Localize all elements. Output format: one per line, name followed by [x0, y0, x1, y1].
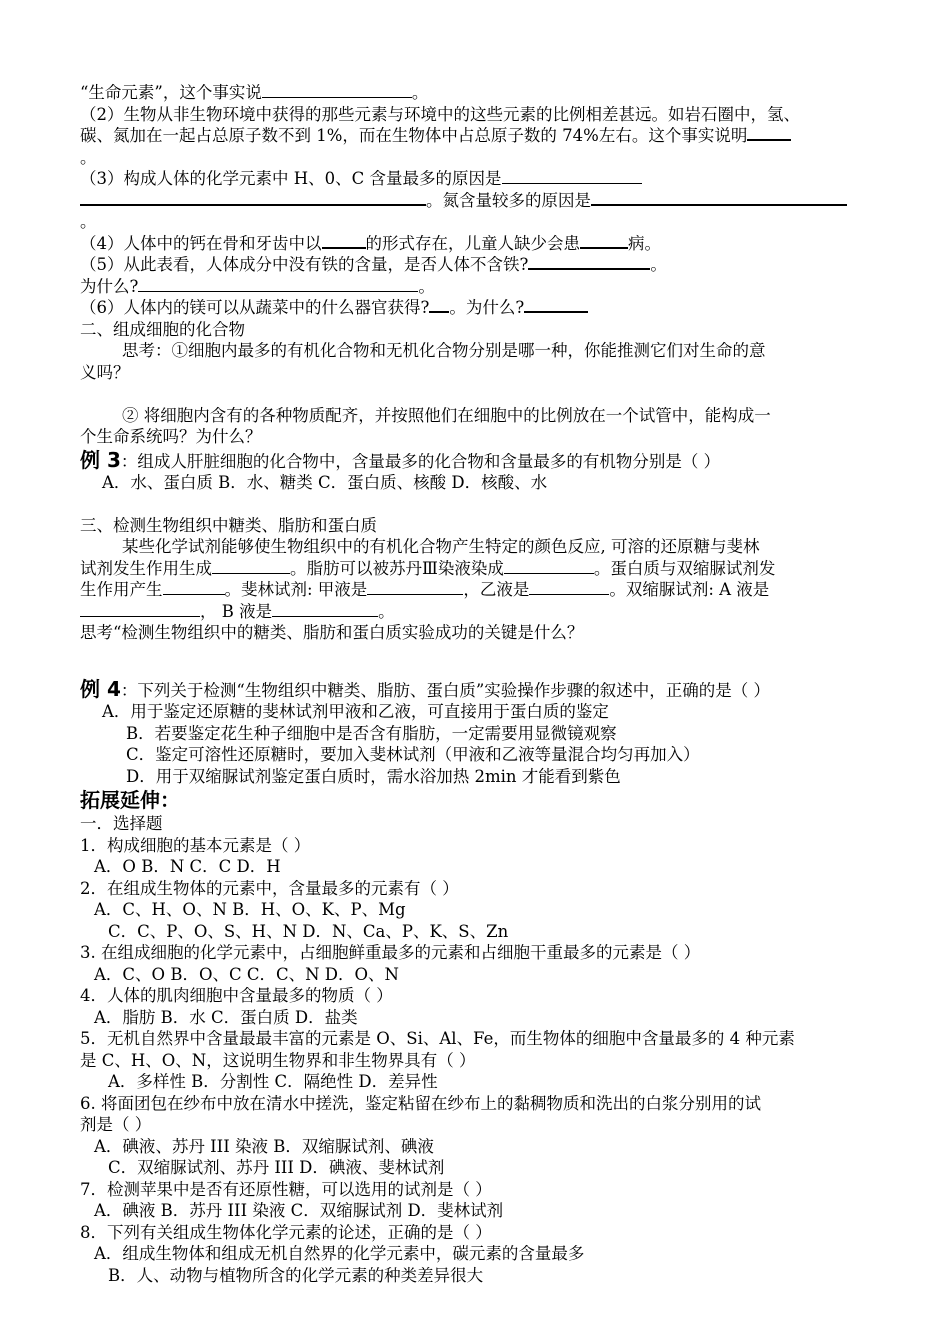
q3-text2: 。氮含量较多的原因是 — [426, 190, 591, 210]
answer-blank[interactable] — [138, 277, 418, 292]
q6-line — [80, 297, 880, 319]
section3-title: 三、检测生物组织中糖类、脂肪和蛋白质 — [80, 515, 377, 535]
answer-blank[interactable] — [272, 602, 378, 617]
example3-question — [80, 448, 880, 472]
answer-blank[interactable] — [80, 190, 426, 206]
example4-option-d: D．用于双缩脲试剂鉴定蛋白质时，需水浴加热 2min 才能看到紫色 — [126, 766, 621, 786]
answer-blank[interactable] — [529, 580, 609, 595]
ext-q2: 2．在组成生物体的元素中，含量最多的元素有（ ） — [80, 878, 459, 898]
ext-q5-options: A．多样性 B．分割性 C．隔绝性 D．差异性 — [108, 1072, 438, 1091]
example4-label: 例 4 — [80, 677, 121, 701]
q2-line2 — [80, 125, 880, 147]
section2-think2-line1: ② 将细胞内含有的各种物质配齐，并按照他们在细胞中的比例放在一个试管中，能构成一 — [122, 405, 771, 425]
q4-text-b: 的形式存在，儿童人缺少会患 — [365, 233, 580, 253]
extension-title: 拓展延伸： — [80, 788, 180, 812]
example4-option-b: B．若要鉴定花生种子细胞中是否含有脂肪，一定需要用显微镜观察 — [126, 723, 617, 743]
answer-blank[interactable] — [504, 559, 594, 574]
q5-text-a: （5）从此表看，人体成分中没有铁的含量，是否人体不含铁? — [80, 255, 529, 274]
q5-line2 — [80, 276, 880, 298]
section2-think2-line2: 个生命系统吗？为什么？ — [80, 427, 262, 446]
example3-text: ：组成人肝脏细胞的化合物中，含量最多的化合物和含量最多的有机物分别是（ ） — [120, 451, 721, 471]
section3-para4 — [80, 601, 880, 623]
s3-text: 。 — [378, 601, 395, 621]
example4-question — [80, 677, 880, 701]
ext-q3-options: A．C、O B．O、C C．C、N D．O、N — [94, 964, 399, 984]
ext-q4-options: A．脂肪 B．水 C．蛋白质 D．盐类 — [94, 1007, 358, 1027]
example3-label: 例 3 — [80, 447, 121, 472]
answer-blank[interactable] — [367, 580, 463, 595]
section2-think1-line2: 义吗？ — [80, 362, 130, 382]
q4-text-a: （4）人体中的钙在骨和牙齿中以 — [80, 233, 322, 253]
intro-end: 。 — [411, 83, 429, 102]
q3-line3: 。 — [80, 212, 97, 231]
intro-line — [80, 82, 880, 104]
ext-q6-line1: 6. 将面团包在纱布中放在清水中搓洗，鉴定粘留在纱布上的黏稠物质和洗出的白浆分别用的试 — [80, 1093, 761, 1113]
answer-blank[interactable] — [591, 190, 847, 206]
ext-q5-line1: 5．无机自然界中含量最最丰富的元素是 O、Si、Al、Fe，而生物体的细胞中含量最多的 4 种元素 — [80, 1029, 795, 1048]
q4-text-c: 病。 — [628, 233, 661, 253]
ext-q1: 1．构成细胞的基本元素是（ ） — [80, 835, 311, 855]
ext-q6-line2: 剂是（ ） — [80, 1115, 152, 1134]
answer-blank[interactable] — [163, 580, 225, 595]
q3-line2 — [80, 190, 880, 212]
answer-blank[interactable] — [502, 169, 642, 184]
q2-line3: 。 — [80, 147, 97, 167]
ext-q8-option-a: A．组成生物体和组成无机自然界的化学元素中，碳元素的含量最多 — [94, 1244, 585, 1263]
intro-text: “生命元素”，这个事实说 — [80, 83, 262, 102]
s3-text: 。脂肪可以被苏丹Ⅲ染液染成 — [290, 558, 504, 578]
ext-q3: 3. 在组成细胞的化学元素中，占细胞鲜重最多的元素和占细胞干重最多的元素是（ ） — [80, 943, 701, 962]
ext-q2-options-1: A．C、H、O、N B．H、O、K、P、Mg — [94, 900, 406, 919]
worksheet-page — [80, 82, 880, 1286]
section2-title: 二、组成细胞的化合物 — [80, 319, 245, 339]
q5-line1 — [80, 254, 880, 276]
answer-blank[interactable] — [80, 602, 200, 617]
q5-text-b: 。 — [650, 255, 667, 274]
answer-blank[interactable] — [429, 297, 449, 313]
ext-q5-line2: 是 C、H、O、N，这说明生物界和非生物界具有（ ） — [80, 1050, 476, 1070]
example3-options: A．水、蛋白质 B．水、糖类 C．蛋白质、核酸 D．核酸、水 — [102, 472, 548, 492]
q5-text-d: 。 — [418, 276, 435, 296]
ext-q4: 4．人体的肌肉细胞中含量最多的物质（ ） — [80, 986, 393, 1005]
answer-blank[interactable] — [212, 559, 290, 574]
ext-q6-options-1: A．碘液、苏丹 III 染液 B．双缩脲试剂、碘液 — [94, 1136, 434, 1156]
ext-q7: 7．检测苹果中是否有还原性糖，可以选用的试剂是（ ） — [80, 1179, 492, 1199]
q6-text-b: 。为什么? — [449, 298, 525, 317]
section3-para1: 某些化学试剂能够使生物组织中的有机化合物产生特定的颜色反应, 可溶的还原糖与斐林 — [122, 537, 760, 556]
s3-text: ，乙液是 — [463, 580, 530, 599]
answer-blank[interactable] — [747, 125, 791, 141]
q4-line — [80, 233, 880, 255]
q2-line1: （2）生物从非生物环境中获得的那些元素与环境中的这些元素的比例相差甚远。如岩石圈中，氢、 — [80, 104, 800, 124]
s3-text: ， B 液是 — [200, 601, 273, 621]
extension-subtitle: 一．选择题 — [80, 814, 163, 833]
s3-text: 。双缩脲试剂: A 液是 — [609, 580, 770, 599]
s3-text: 生作用产生 — [80, 580, 163, 599]
example4-option-c: C．鉴定可溶性还原糖时，要加入斐林试剂（甲液和乙液等量混合均匀再加入） — [126, 745, 700, 764]
s3-text: 。蛋白质与双缩脲试剂发 — [593, 558, 776, 578]
q2-text: 碳、氮加在一起占总原子数不到 1%，而在生物体中占总原子数的 74%左右。这个事实说明 — [80, 126, 748, 145]
q3-text: （3）构成人体的化学元素中 H、0、C 含量最多的原因是 — [80, 169, 502, 188]
example4-text: ：下列关于检测“生物组织中糖类、脂肪、蛋白质”实验操作步骤的叙述中，正确的是（ ） — [120, 681, 771, 700]
q3-line1 — [80, 168, 880, 190]
section2-think1-line1: 思考：①细胞内最多的有机化合物和无机化合物分别是哪一种，你能推测它们对生命的意 — [122, 341, 766, 360]
ext-q8: 8．下列有关组成生物体化学元素的论述，正确的是（ ） — [80, 1222, 492, 1242]
answer-blank[interactable] — [322, 233, 366, 249]
answer-blank[interactable] — [262, 83, 412, 98]
ext-q1-options: A．O B．N C．C D．H — [94, 857, 281, 876]
ext-q7-options: A．碘液 B．苏丹 III 染液 C．双缩脲试剂 D．斐林试剂 — [94, 1201, 504, 1220]
s3-text: 。斐林试剂: 甲液是 — [224, 580, 368, 599]
ext-q2-options-2: C．C、P、O、S、H、N D．N、Ca、P、K、S、Zn — [108, 921, 509, 941]
answer-blank[interactable] — [528, 254, 650, 270]
q6-text-a: （6）人体内的镁可以从蔬菜中的什么器官获得? — [80, 298, 430, 317]
answer-blank[interactable] — [524, 297, 588, 313]
q5-text-c: 为什么? — [80, 276, 139, 296]
s3-text: 试剂发生作用生成 — [80, 558, 212, 578]
answer-blank[interactable] — [580, 233, 628, 249]
example4-option-a: A．用于鉴定还原糖的斐林试剂甲液和乙液，可直接用于蛋白质的鉴定 — [102, 702, 609, 721]
ext-q6-options-2: C．双缩脲试剂、苏丹 III D．碘液、斐林试剂 — [108, 1158, 445, 1177]
section3-think: 思考“检测生物组织中的糖类、脂肪和蛋白质实验成功的关键是什么？ — [80, 623, 584, 642]
section3-para3 — [80, 579, 880, 601]
section3-para2 — [80, 558, 880, 580]
ext-q8-option-b: B．人、动物与植物所含的化学元素的种类差异很大 — [108, 1265, 484, 1285]
